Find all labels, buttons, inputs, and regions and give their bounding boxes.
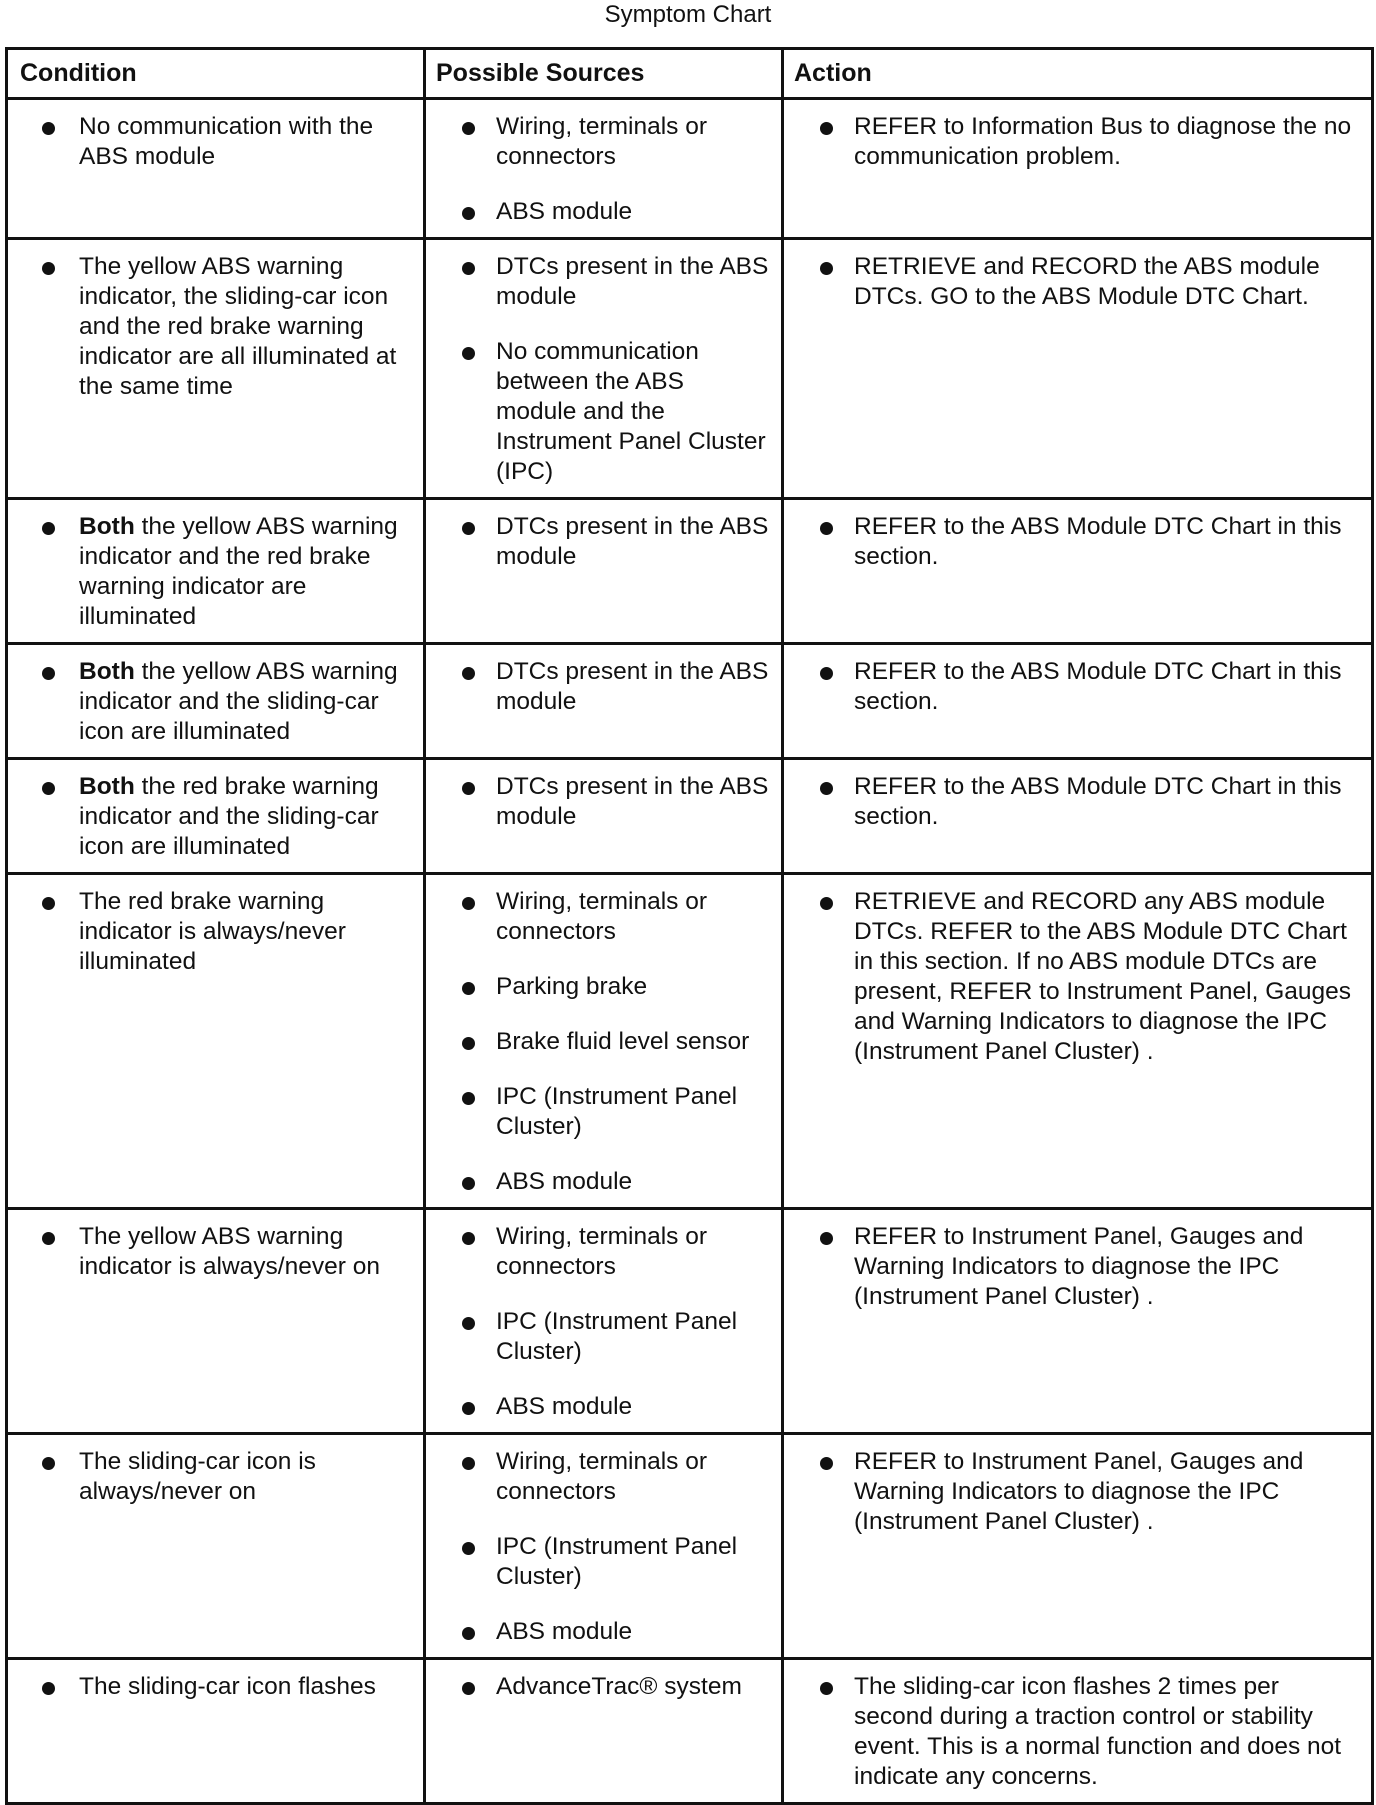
action-cell xyxy=(783,239,1373,499)
action-text: REFER to Instrument Panel, Gauges and Warning Indicators to diagnose the IPC (Instrument Panel Cluster) . xyxy=(794,1447,1359,1537)
condition-cell xyxy=(7,1434,425,1659)
condition-text xyxy=(18,772,411,862)
condition-cell xyxy=(7,499,425,644)
sources-cell xyxy=(425,499,783,644)
source-item: IPC (Instrument Panel Cluster) xyxy=(436,1082,769,1142)
condition-cell xyxy=(7,99,425,239)
action-cell xyxy=(783,499,1373,644)
table-row xyxy=(7,1209,1373,1434)
condition-text xyxy=(18,1672,411,1702)
condition-cell xyxy=(7,1659,425,1804)
condition-body: The yellow ABS warning indicator, the sliding-car icon and the red brake warning indicator are all illuminated at the same time xyxy=(79,253,397,400)
condition-emphasis: Both xyxy=(79,658,135,685)
header-condition: Condition xyxy=(7,49,425,99)
table-row xyxy=(7,1659,1373,1804)
condition-cell xyxy=(7,239,425,499)
sources-cell xyxy=(425,644,783,759)
table-row xyxy=(7,1434,1373,1659)
condition-cell xyxy=(7,874,425,1209)
action-text: RETRIEVE and RECORD any ABS module DTCs. REFER to the ABS Module DTC Chart in this section. If no ABS module DTCs are present, REFER to Instrument Panel, Gauges and Warning Indicators to diagnose the IPC (Instrument Panel Cluster) . xyxy=(794,887,1359,1067)
source-item: IPC (Instrument Panel Cluster) xyxy=(436,1532,769,1592)
condition-text xyxy=(18,1447,411,1507)
condition-text xyxy=(18,512,411,632)
table-row xyxy=(7,759,1373,874)
action-text: REFER to the ABS Module DTC Chart in this section. xyxy=(794,512,1359,572)
symptom-table xyxy=(5,47,1374,1805)
table-header-row xyxy=(7,49,1373,99)
source-item: DTCs present in the ABS module xyxy=(436,252,769,312)
condition-text xyxy=(18,112,411,172)
sources-cell xyxy=(425,1434,783,1659)
condition-text xyxy=(18,657,411,747)
condition-body: the red brake warning indicator and the sliding-car icon are illuminated xyxy=(79,773,379,860)
source-item: ABS module xyxy=(436,1392,769,1422)
condition-text xyxy=(18,1222,411,1282)
action-text: REFER to Instrument Panel, Gauges and Warning Indicators to diagnose the IPC (Instrument Panel Cluster) . xyxy=(794,1222,1359,1312)
sources-cell xyxy=(425,874,783,1209)
table-row xyxy=(7,874,1373,1209)
action-cell xyxy=(783,1659,1373,1804)
condition-body: the yellow ABS warning indicator and the red brake warning indicator are illuminated xyxy=(79,513,398,630)
source-item: No communication between the ABS module and the Instrument Panel Cluster (IPC) xyxy=(436,337,769,487)
source-item: Parking brake xyxy=(436,972,769,1002)
sources-cell xyxy=(425,99,783,239)
source-item: DTCs present in the ABS module xyxy=(436,657,769,717)
action-cell xyxy=(783,1209,1373,1434)
table-body xyxy=(7,99,1373,1804)
condition-text xyxy=(18,252,411,402)
source-item: Wiring, terminals or connectors xyxy=(436,1222,769,1282)
condition-body: The sliding-car icon is always/never on xyxy=(79,1448,316,1505)
sources-cell xyxy=(425,1659,783,1804)
source-item: Wiring, terminals or connectors xyxy=(436,887,769,947)
condition-emphasis: Both xyxy=(79,773,135,800)
table-row xyxy=(7,644,1373,759)
condition-body: The yellow ABS warning indicator is always/never on xyxy=(79,1223,380,1280)
condition-body: The sliding-car icon flashes xyxy=(79,1673,376,1700)
condition-body: The red brake warning indicator is always/never illuminated xyxy=(79,888,346,975)
action-cell xyxy=(783,1434,1373,1659)
source-item: ABS module xyxy=(436,1167,769,1197)
table-row xyxy=(7,499,1373,644)
source-item: DTCs present in the ABS module xyxy=(436,512,769,572)
source-item: Brake fluid level sensor xyxy=(436,1027,769,1057)
source-item: ABS module xyxy=(436,197,769,227)
sources-cell xyxy=(425,759,783,874)
chart-title: Symptom Chart xyxy=(604,1,772,28)
condition-cell xyxy=(7,644,425,759)
source-item: Wiring, terminals or connectors xyxy=(436,1447,769,1507)
condition-body: the yellow ABS warning indicator and the sliding-car icon are illuminated xyxy=(79,658,398,745)
header-action: Action xyxy=(783,49,1373,99)
action-text: REFER to Information Bus to diagnose the no communication problem. xyxy=(794,112,1359,172)
condition-cell xyxy=(7,759,425,874)
condition-body: No communication with the ABS module xyxy=(79,113,374,170)
action-cell xyxy=(783,644,1373,759)
action-text: REFER to the ABS Module DTC Chart in this section. xyxy=(794,772,1359,832)
condition-cell xyxy=(7,1209,425,1434)
source-item: ABS module xyxy=(436,1617,769,1647)
source-item: AdvanceTrac® system xyxy=(436,1672,769,1702)
action-cell xyxy=(783,99,1373,239)
sources-cell xyxy=(425,1209,783,1434)
source-item: IPC (Instrument Panel Cluster) xyxy=(436,1307,769,1367)
action-cell xyxy=(783,874,1373,1209)
source-item: Wiring, terminals or connectors xyxy=(436,112,769,172)
condition-emphasis: Both xyxy=(79,513,135,540)
action-text: REFER to the ABS Module DTC Chart in this section. xyxy=(794,657,1359,717)
source-item: DTCs present in the ABS module xyxy=(436,772,769,832)
table-row xyxy=(7,99,1373,239)
action-text: The sliding-car icon flashes 2 times per second during a traction control or stability event. This is a normal function and does not indicate any concerns. xyxy=(794,1672,1359,1792)
action-text: RETRIEVE and RECORD the ABS module DTCs. GO to the ABS Module DTC Chart. xyxy=(794,252,1359,312)
header-possible-sources: Possible Sources xyxy=(425,49,783,99)
condition-text xyxy=(18,887,411,977)
table-row xyxy=(7,239,1373,499)
sources-cell xyxy=(425,239,783,499)
action-cell xyxy=(783,759,1373,874)
